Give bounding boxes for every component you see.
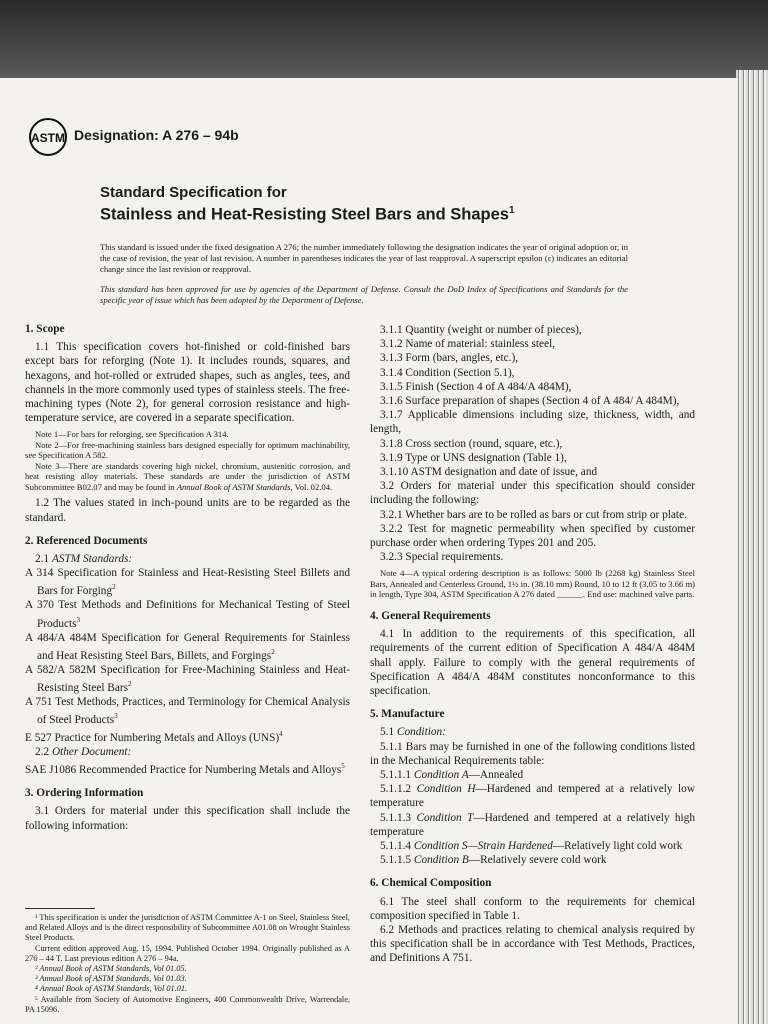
subheading-2-2-num: 2.2 [35, 746, 50, 759]
condition-item [370, 811, 695, 839]
page-stack-edge [736, 70, 768, 1024]
section-heading-referenced: 2. Referenced Documents [25, 534, 148, 547]
note-4-blank: ______ [557, 589, 583, 600]
note-4-end: . End use: machined valve parts. [582, 589, 695, 600]
footnote-3: ³ Annual Book of ASTM Standards, Vol 01.03. [35, 974, 187, 984]
condition-label: Condition T [416, 811, 474, 824]
ordering-items-list-2 [370, 508, 695, 565]
condition-label: Condition B [413, 854, 469, 867]
condition-label: Condition S—Strain Hardened [413, 840, 553, 852]
section-heading-scope: 1. Scope [25, 323, 65, 335]
paragraph-6-1: 6.1 The steel shall conform to the requirements for chemical composition specified in Table 1. [370, 895, 695, 922]
footnote-5: ⁵ Available from Society of Automotive Engineers, 400 Commonwealth Drive, Warrendale, PA 15096. [25, 994, 350, 1014]
section-heading-chemical: 6. Chemical Composition [370, 877, 492, 890]
condition-item [370, 782, 695, 810]
condition-text: —Relatively light cold work [552, 840, 683, 852]
reference-item [25, 598, 350, 630]
ordering-item: 3.1.10 ASTM designation and date of issue, and [380, 466, 598, 479]
left-column [25, 322, 350, 833]
note-3 [25, 461, 350, 493]
note-2: Note 2—For free-machining stainless bars designed especially for optimum machinability, see Specification A 582. [25, 439, 350, 461]
title-line-1: Standard Specification for [100, 184, 287, 201]
title-footnote-mark: 1 [508, 205, 515, 216]
title-line-2 [100, 205, 515, 225]
section-heading-ordering: 3. Ordering Information [25, 787, 144, 800]
reference-item [25, 759, 350, 777]
condition-text: —Annealed [468, 768, 524, 781]
condition-number: 5.1.1.5 [380, 854, 412, 867]
reference-item [25, 566, 350, 598]
note-3-vol: , Vol. 02.04. [290, 481, 333, 492]
subheading-2-1 [25, 552, 350, 566]
paragraph-1-2: 1.2 The values stated in inch-pound units are to be regarded as the standard. [25, 497, 350, 524]
reference-footnote-mark: 3 [76, 615, 81, 624]
note-4-text: Note 4—A typical ordering description is as follows: 5000 lb (2268 kg) Stainless Steel Bars, Annealed and Centerless Ground, 1½ in. (38.10 mm) Round, 10 to 12 ft (3.05 to 3.66 m) in length, Type 304, ASTM Specification A 276 dated [370, 568, 695, 600]
reference-footnote-mark: 2 [128, 679, 132, 688]
reference-item [25, 695, 350, 727]
issue-statement: This standard is issued under the fixed designation A 276; the number immediately following the designation indicates the year of original adoption or, in the case of revision, the year of last revision. A number in parentheses indicates the year of last reapproval. A superscript epsilon (ε) indicates an editorial change since the last revision or reapproval. [100, 242, 628, 274]
reference-footnote-mark: 5 [341, 762, 345, 771]
astm-standards-list [25, 566, 350, 745]
subheading-2-1-label: ASTM Standards: [51, 553, 133, 566]
paragraph-3-1: 3.1 Orders for material under this specification shall include the following information: [25, 805, 350, 832]
footnotes [25, 913, 350, 1015]
condition-text: —Relatively severe cold work [468, 854, 607, 867]
reference-text: E 527 Practice for Numbering Metals and Alloys (UNS) [25, 731, 280, 744]
condition-item [370, 768, 695, 782]
reference-text: A 582/A 582M Specification for Free-Machining Stainless and Heat-Resisting Steel Bars [25, 663, 350, 694]
paragraph-5-1-1: 5.1.1 Bars may be furnished in one of the following conditions listed in the Mechanical Requirements table: [370, 740, 695, 767]
logo-lettering: ASTM [31, 131, 65, 145]
condition-number: 5.1.1.4 [380, 840, 412, 852]
paragraph-1-1: 1.1 This specification covers hot-finished or cold-finished bars except bars for reforging (Note 1). It includes rounds, squares, and hexagons, and hot-rolled or extruded shapes, such as angles, tees, and channels in the more commonly used types of stainless steels. The free-machining types (Note 2), for general corrosion resistance and high-temperature service, are covered in a separate specification. [25, 341, 350, 425]
ordering-item: 3.1.9 Type or UNS designation (Table 1), [380, 451, 567, 464]
subheading-5-1-label: Condition: [396, 726, 446, 739]
ordering-item: 3.1.1 Quantity (weight or number of pieces), [380, 324, 582, 336]
ordering-item: 3.1.5 Finish (Section 4 of A 484/A 484M), [380, 380, 572, 393]
condition-item [370, 839, 695, 853]
reference-text: A 484/A 484M Specification for General Requirements for Stainless and Heat Resisting Steel Bars, Billets, and Forgings [25, 631, 350, 662]
reference-item [25, 663, 350, 695]
paragraph-3-2: 3.2 Orders for material under this specification should consider including the following: [370, 480, 695, 507]
ordering-item: 3.1.6 Surface preparation of shapes (Section 4 of A 484/ A 484M), [380, 395, 680, 408]
astm-logo [28, 117, 68, 157]
reference-footnote-mark: 2 [112, 583, 116, 592]
reference-text: SAE J1086 Recommended Practice for Numbering Metals and Alloys [25, 764, 342, 777]
subheading-5-1-num: 5.1 [380, 726, 395, 739]
reference-item [25, 631, 350, 663]
ordering-item: 3.1.8 Cross section (round, square, etc.), [380, 437, 563, 450]
reference-text: A 370 Test Methods and Definitions for Mechanical Testing of Steel Products [25, 599, 350, 630]
ordering-item: 3.1.4 Condition (Section 5.1), [380, 366, 515, 379]
condition-label: Condition H [416, 783, 476, 796]
ordering-item: 3.1.2 Name of material: stainless steel, [380, 338, 556, 351]
reference-footnote-mark: 2 [271, 647, 275, 656]
note-1: Note 1—For bars for reforging, see Specification A 314. [35, 429, 229, 440]
reference-item [25, 727, 350, 745]
section-heading-general: 4. General Requirements [370, 609, 491, 622]
reference-footnote-mark: 3 [114, 712, 118, 721]
note-3-text: Note 3—There are standards covering high nickel, chromium, austenitic corrosion, and heat resisting alloy materials. These standards are under the jurisdiction of ASTM Subcommittee B02.07 and may be found in [25, 460, 350, 492]
right-column [370, 323, 695, 966]
footnote-rule [25, 908, 95, 909]
ordering-item: 3.1.7 Applicable dimensions including size, thickness, width, and length, [370, 409, 695, 436]
condition-number: 5.1.1.3 [380, 811, 412, 824]
condition-text: —Hardened and tempered at a relatively high temperature [370, 811, 695, 838]
condition-label: Condition A [413, 768, 469, 781]
ordering-item: 3.2.3 Special requirements. [380, 551, 504, 564]
dod-statement: This standard has been approved for use by agencies of the Department of Defense. Consult the DoD Index of Specifications and Standards for the specific year of issue which has been adopted by the Department of Defense. [100, 284, 628, 305]
section-heading-manufacture: 5. Manufacture [370, 708, 445, 721]
reference-text: A 751 Test Methods, Practices, and Terminology for Chemical Analysis of Steel Products [25, 695, 350, 726]
condition-number: 5.1.1.2 [380, 783, 412, 796]
note-3-book: Annual Book of ASTM Standards [176, 481, 291, 492]
title-text: Stainless and Heat-Resisting Steel Bars and Shapes [100, 205, 509, 224]
other-documents-list [25, 759, 350, 777]
subheading-5-1 [370, 725, 695, 739]
reference-footnote-mark: 4 [279, 730, 283, 739]
paragraph-4-1: 4.1 In addition to the requirements of this specification, all requirements of the current edition of Specification A 484/A 484M shall apply. Failure to comply with the general requirements of Specification A 484/A 484M constitutes nonconformance to this specification. [370, 628, 695, 697]
footnote-4: ⁴ Annual Book of ASTM Standards, Vol 01.01. [35, 984, 188, 994]
condition-text: —Hardened and tempered at a relatively low temperature [370, 783, 695, 810]
subheading-2-2 [25, 745, 350, 759]
footnote-1b: Current edition approved Aug. 15, 1994. Published October 1994. Originally published as A 276 – 44 T. Last previous edition A 276 – 94a. [25, 943, 350, 963]
footnote-1: ¹ This specification is under the jurisdiction of ASTM Committee A-1 on Steel, Stainless Steel, and Related Alloys and is the direct responsibility of Subcommittee A01.08 on Wrought Stainless Steel Products. [25, 913, 350, 943]
subheading-2-2-label: Other Document: [51, 746, 132, 759]
designation: Designation: A 276 – 94b [74, 127, 239, 143]
ordering-items-list [370, 323, 695, 479]
subheading-2-1-num: 2.1 [35, 553, 50, 566]
conditions-list [370, 768, 695, 867]
condition-item [370, 853, 695, 867]
ordering-item: 3.1.3 Form (bars, angles, etc.), [380, 352, 519, 365]
ordering-item: 3.2.1 Whether bars are to be rolled as bars or cut from strip or plate. [380, 508, 687, 521]
reference-text: A 314 Specification for Stainless and Heat-Resisting Steel Billets and Bars for Forging [25, 567, 350, 598]
condition-number: 5.1.1.1 [380, 768, 412, 781]
note-4 [370, 568, 695, 600]
paragraph-6-2: 6.2 Methods and practices relating to chemical analysis required by this specification shall be in accordance with Test Methods, Practices, and Definitions A 751. [370, 924, 695, 965]
footnote-2: ² Annual Book of ASTM Standards, Vol 01.05. [35, 964, 187, 974]
ordering-item: 3.2.2 Test for magnetic permeability when specified by customer purchase order when ordering Types 201 and 205. [370, 522, 695, 550]
